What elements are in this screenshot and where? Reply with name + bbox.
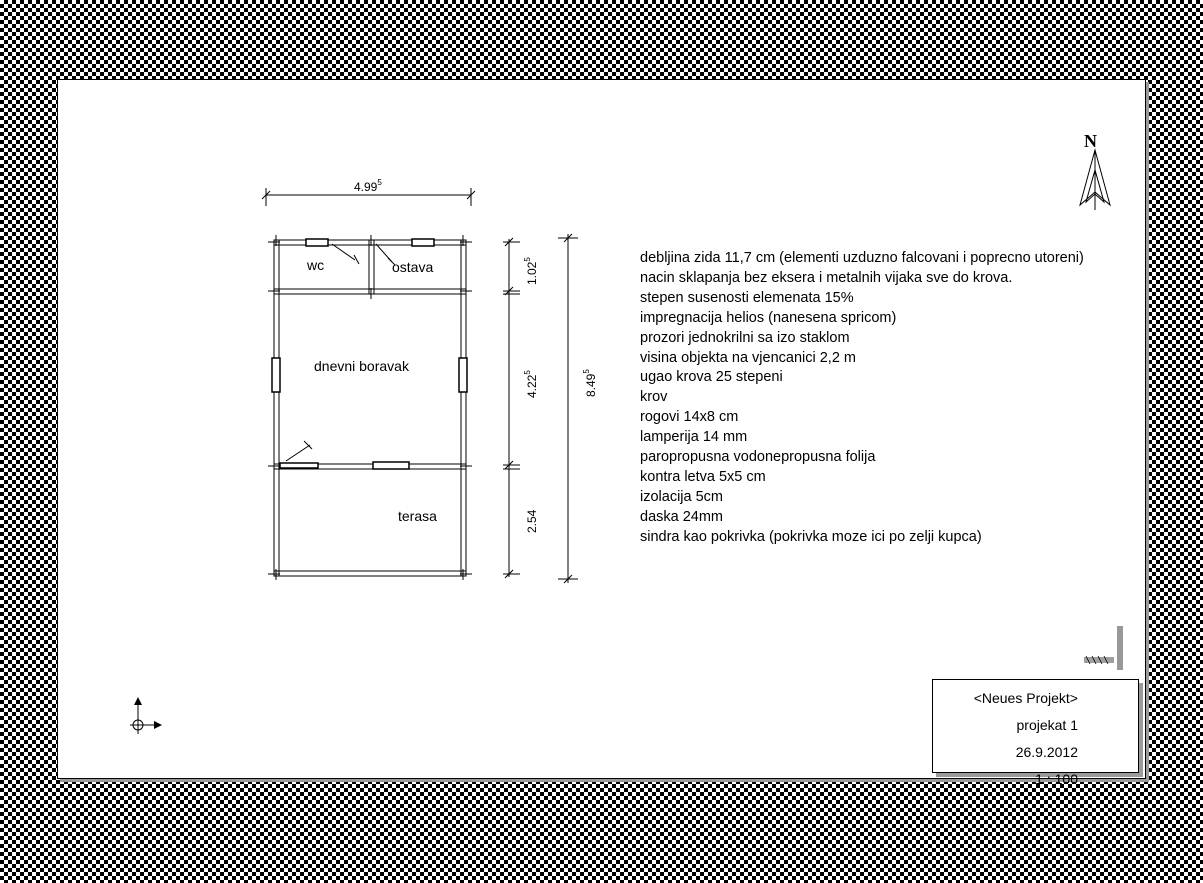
note-line: ugao krova 25 stepeni: [640, 369, 783, 386]
note-line: lamperija 14 mm: [640, 429, 748, 446]
note-line: kontra letva 5x5 cm: [640, 468, 766, 485]
date-label: 26.9.2012: [1015, 744, 1078, 760]
project-label: projekat 1: [1016, 717, 1078, 733]
note-line: paropropusna vodonepropusna folija: [640, 449, 876, 466]
room-label-wc: wc: [307, 257, 325, 273]
total-width-label: 4.99$^5$: [354, 178, 382, 194]
note-line: izolacija 5cm: [640, 488, 723, 505]
terrace-depth-label: 2.54: [525, 509, 539, 533]
note-line: rogovi 14x8 cm: [640, 409, 739, 426]
note-line: debljina zida 11,7 cm (elementi uzduzno falcovani i poprecno utoreni): [640, 250, 1084, 266]
specification-notes: [640, 249, 1084, 548]
room-label-terrace: terasa: [398, 508, 437, 524]
note-line: visina objekta na vjencanici 2,2 m: [640, 349, 857, 366]
wc-depth-label: 1.02$^5$: [523, 257, 539, 285]
title-block: [932, 679, 1139, 787]
project-name: <Neues Projekt>: [973, 690, 1078, 706]
note-line: nacin sklapanja bez eksera i metalnih vijaka sve do krova.: [640, 269, 1013, 286]
north-arrow-icon: [1080, 150, 1110, 210]
scale-label: 1 : 100: [1035, 771, 1078, 787]
living-depth-label: 4.22$^5$: [523, 370, 539, 398]
origin-marker-icon: [130, 703, 159, 734]
note-line: impregnacija helios (nanesena spricom): [640, 309, 897, 326]
note-line: prozori jednokrilni sa izo staklom: [640, 329, 850, 346]
note-line: sindra kao pokrivka (pokrivka moze ici po zelji kupca): [640, 528, 982, 545]
drawing-sheet: [57, 79, 1146, 787]
room-label-living: dnevni boravak: [314, 358, 409, 374]
total-depth-label: 8.49$^5$: [582, 369, 598, 397]
layer-code-marks: [1084, 616, 1144, 676]
note-line: daska 24mm: [640, 508, 724, 525]
note-line: stepen susenosti elemenata 15%: [640, 289, 854, 306]
exterior-walls: [274, 240, 466, 576]
north-label: N: [1084, 131, 1097, 151]
room-label-ostava: ostava: [392, 259, 434, 275]
note-line: krov: [640, 389, 668, 406]
